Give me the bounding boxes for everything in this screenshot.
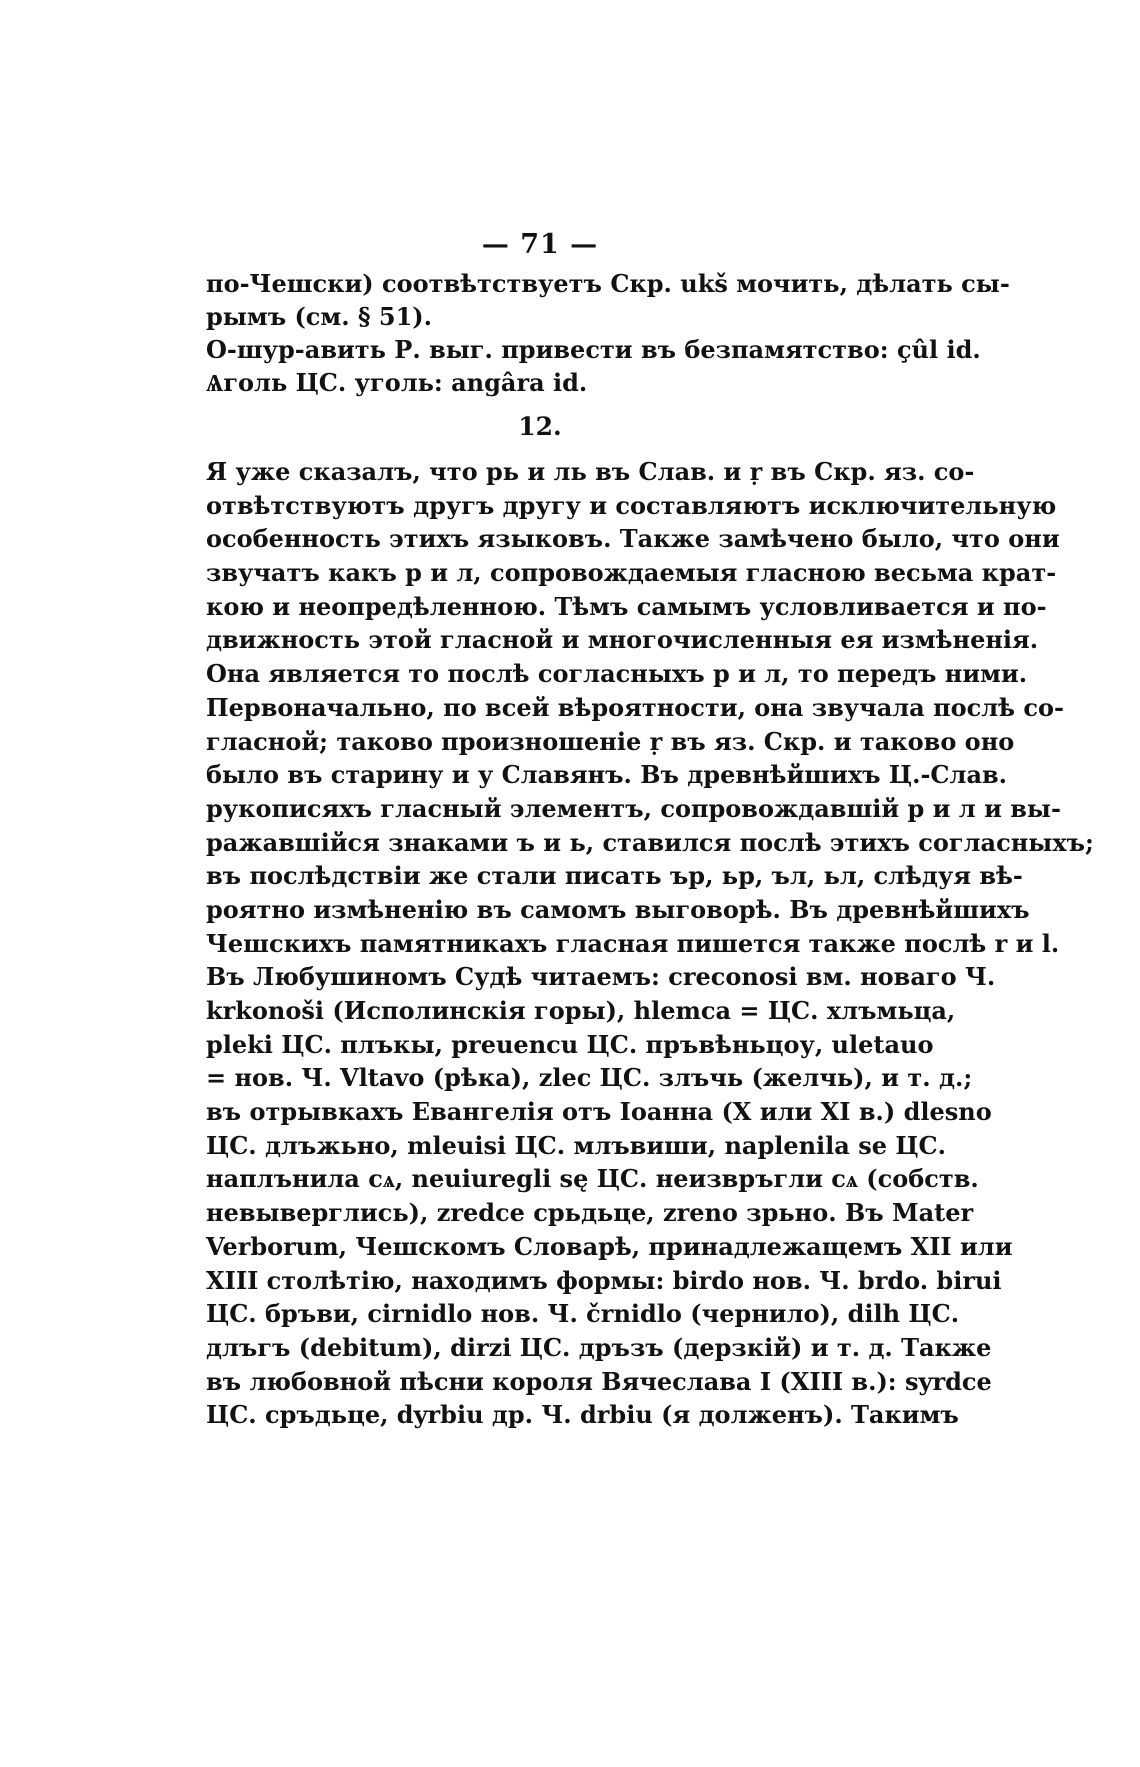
text-line: гласной; таково произношеніе ṛ въ яз. Скр. и таково оно [206, 726, 1015, 756]
text-line: по-Чешски) соотвѣтствуетъ Скр. ukš мочить, дѣлать сы- [206, 269, 1010, 298]
text-line: отвѣтствуютъ другъ другу и составляютъ исключительную [206, 490, 1057, 520]
text-line: особенность этихъ языковъ. Также замѣчено было, что они [206, 524, 1060, 554]
text-line: О-шур-авить Р. выг. привести въ безпамятство: çûl id. [206, 335, 981, 364]
text-line: было въ старину и у Славянъ. Въ древнѣйшихъ Ц.-Слав. [206, 760, 1008, 790]
continuation-block [206, 267, 1010, 399]
text-line: Ѧголь ЦС. уголь: angâra id. [206, 368, 588, 397]
text-line: наплънила сѧ, neuiuregli sę ЦС. неизвръгли сѧ (собств. [206, 1164, 979, 1194]
text-line: длъгъ (debitum), dirzi ЦС. дръзъ (дерзкій) и т. д. Также [206, 1332, 992, 1362]
text-line: Verborum, Чешскомъ Словарѣ, принадлежащемъ XII или [206, 1231, 1013, 1261]
text-line: = нов. Ч. Vltavo (рѣка), zlec ЦС. злъчь (желчь), и т. д.; [206, 1063, 973, 1093]
text-line: звучатъ какъ р и л, сопровождаемыя гласною весьма крат- [206, 558, 1057, 588]
text-line: движность этой гласной и многочисленныя ея измѣненія. [206, 625, 1039, 655]
text-line: рымъ (см. § 51). [206, 302, 432, 331]
text-line: Я уже сказалъ, что рь и ль въ Слав. и ṛ въ Скр. яз. со- [206, 457, 975, 486]
text-line: ражавшійся знаками ъ и ь, ставился послѣ этихъ согласныхъ; [206, 827, 1094, 857]
text-line: Въ Любушиномъ Судѣ читаемъ: creconosi вм. новаго Ч. [206, 962, 996, 992]
text-line: въ послѣдствіи же стали писать ър, ьр, ъл, ьл, слѣдуя вѣ- [206, 861, 1023, 891]
page-number: — 71 — [481, 229, 599, 260]
text-line: pleki ЦС. плъкы, preuencu ЦС. пръвѣньцоу, uletauo [206, 1029, 934, 1059]
section-heading: 12. [518, 412, 562, 441]
text-line: Чешскихъ памятникахъ гласная пишется также послѣ r и l. [206, 928, 1060, 958]
text-line: ЦС. длъжьно, mleuisi ЦС. млъвиши, naplenila se ЦС. [206, 1130, 946, 1160]
text-line: невыверглись), zredce срьдьце, zreno зрьно. Въ Mater [206, 1198, 974, 1228]
text-line: роятно измѣненію въ самомъ выговорѣ. Въ древнѣйшихъ [206, 894, 1030, 924]
text-line: krkonoši (Исполинскія горы), hlemca = ЦС. хлъмьца, [206, 996, 956, 1025]
text-line: Первоначально, по всей вѣроятности, она звучала послѣ со- [206, 692, 1064, 722]
text-line: въ отрывкахъ Евангелія отъ Іоанна (X или XI в.) dlesno [206, 1097, 992, 1127]
text-line: ЦС. сръдьце, dyrbiu др. Ч. drbiu (я долженъ). Такимъ [206, 1400, 959, 1430]
text-line: ЦС. бръви, cirnidlo нов. Ч. črnidlo (чернило), dilh ЦС. [206, 1299, 960, 1329]
text-line: XIII столѣтію, находимъ формы: birdo нов. Ч. brdo. birui [206, 1265, 1002, 1295]
text-line: въ любовной пѣсни короля Вячеслава I (XIII в.): syrdce [206, 1366, 992, 1396]
text-block [206, 225, 1094, 1432]
paragraph [206, 455, 1094, 1432]
text-line: кою и неопредѣленною. Тѣмъ самымъ условливается и по- [206, 591, 1047, 621]
text-line: Она является то послѣ согласныхъ р и л, то передъ ними. [206, 659, 1028, 689]
text-line: рукописяхъ гласный элементъ, сопровождавшій р и л и вы- [206, 793, 1061, 823]
